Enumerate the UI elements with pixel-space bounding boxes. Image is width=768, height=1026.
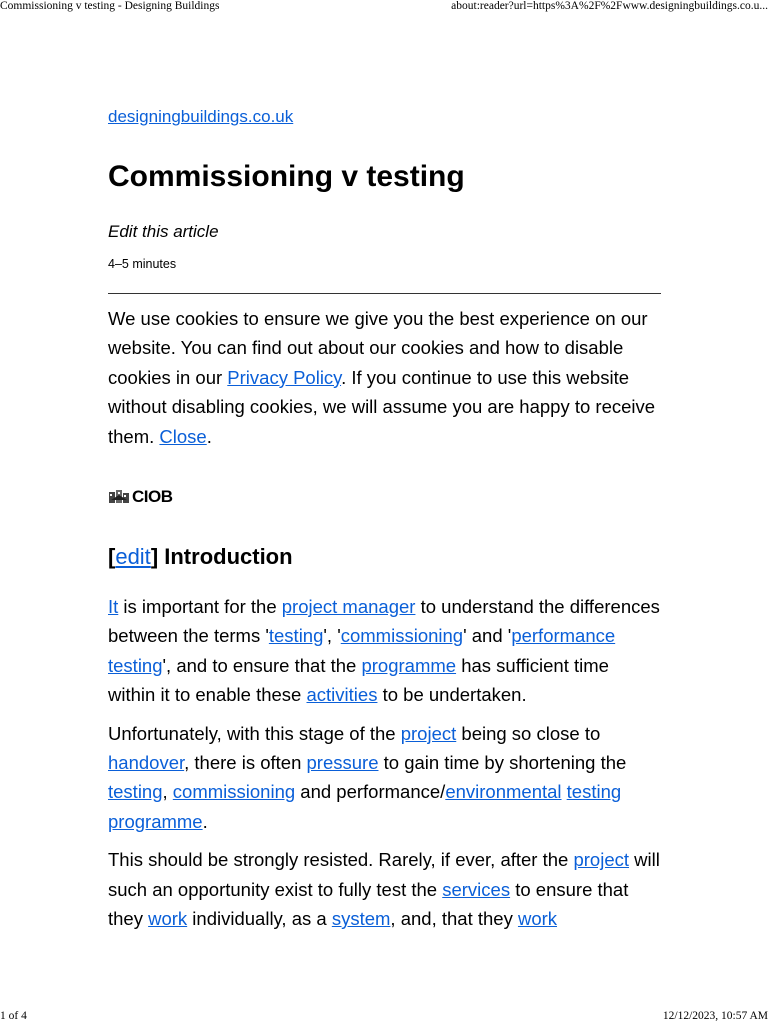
- text: being so close to: [456, 722, 601, 744]
- domain-link[interactable]: designingbuildings.co.uk: [108, 107, 294, 126]
- link-it[interactable]: It: [108, 596, 119, 618]
- text: ', and to ensure that the: [162, 654, 362, 676]
- section-heading-introduction: [108, 543, 661, 571]
- print-header-title: Commissioning v testing - Designing Buildings: [0, 0, 220, 12]
- text: ,: [162, 781, 173, 803]
- credits: Edit this article: [108, 222, 219, 241]
- text: has sufficient time within it to enable these: [108, 654, 609, 706]
- text: individually, as a: [187, 908, 332, 930]
- section-title: Introduction: [158, 544, 293, 570]
- text: .: [202, 810, 208, 832]
- link-testing[interactable]: testing: [108, 781, 163, 803]
- text: will such an opportunity exist to fully test the: [108, 849, 660, 900]
- cookie-text: We use cookies to ensure we give you the best experience on our website. You can find out about our cookies and how to disable cookies in our: [108, 308, 648, 388]
- link-handover[interactable]: handover: [108, 752, 185, 774]
- edit-section-link[interactable]: edit: [115, 544, 151, 570]
- link-activities[interactable]: activities: [306, 684, 378, 706]
- text: to understand the differences between the terms ': [108, 596, 660, 647]
- link-testing[interactable]: testing: [108, 654, 163, 676]
- link-services[interactable]: services: [442, 878, 511, 900]
- text: This should be strongly resisted. Rarely, if ever, after the: [108, 849, 574, 871]
- link-project-manager[interactable]: project manager: [281, 596, 416, 618]
- print-datetime: 12/12/2023, 10:57 AM: [662, 1010, 768, 1022]
- divider: [108, 293, 661, 294]
- ciob-logo-text: CIOB: [132, 487, 173, 507]
- link-commissioning[interactable]: commissioning: [340, 625, 464, 647]
- reader-article: [108, 105, 661, 934]
- privacy-policy-link[interactable]: Privacy Policy: [227, 366, 342, 388]
- cookie-notice: [108, 304, 661, 451]
- link-testing[interactable]: testing: [566, 781, 622, 803]
- text: , and, that they: [390, 908, 518, 930]
- text: , there is often: [184, 752, 307, 774]
- close-link[interactable]: Close: [159, 425, 207, 447]
- page-number: 1 of 4: [0, 1010, 27, 1022]
- text: to gain time by shortening the: [378, 752, 627, 774]
- ciob-logo: [108, 487, 661, 507]
- link-commissioning[interactable]: commissioning: [172, 781, 296, 803]
- reading-time: 4–5 minutes: [108, 257, 177, 271]
- article-title: Commissioning v testing: [108, 160, 465, 193]
- bracket: ]: [150, 544, 159, 570]
- text: to ensure that they: [108, 878, 629, 930]
- print-header-url: about:reader?url=https%3A%2F%2Fwww.designingbuildings.co.u...: [451, 0, 768, 12]
- ciob-crest-icon: [108, 489, 130, 505]
- link-work[interactable]: work: [517, 908, 558, 930]
- bracket: [: [108, 544, 116, 570]
- link-project[interactable]: project: [573, 849, 629, 871]
- text: and performance/: [295, 781, 446, 803]
- link-system[interactable]: system: [331, 908, 391, 930]
- link-programme[interactable]: programme: [361, 654, 457, 676]
- link-testing[interactable]: testing: [268, 625, 324, 647]
- link-performance[interactable]: performance: [511, 625, 616, 647]
- link-work[interactable]: work: [148, 908, 188, 930]
- paragraph-3: [108, 845, 661, 933]
- text: ' and ': [463, 625, 512, 647]
- link-pressure[interactable]: pressure: [306, 752, 379, 774]
- link-environmental[interactable]: environmental: [445, 781, 562, 803]
- link-project[interactable]: project: [400, 722, 457, 744]
- text: to be undertaken.: [377, 684, 527, 706]
- cookie-text: .: [206, 425, 212, 447]
- text: ', ': [323, 625, 341, 647]
- text: is important for the: [118, 596, 282, 618]
- paragraph-2: [108, 719, 661, 837]
- paragraph-1: [108, 592, 661, 710]
- cookie-text: . If you continue to use this website without disabling cookies, we will assume you are happy to receive them.: [108, 366, 656, 447]
- link-programme[interactable]: programme: [108, 810, 203, 832]
- print-header: [0, 0, 768, 16]
- text: Unfortunately, with this stage of the: [108, 722, 401, 744]
